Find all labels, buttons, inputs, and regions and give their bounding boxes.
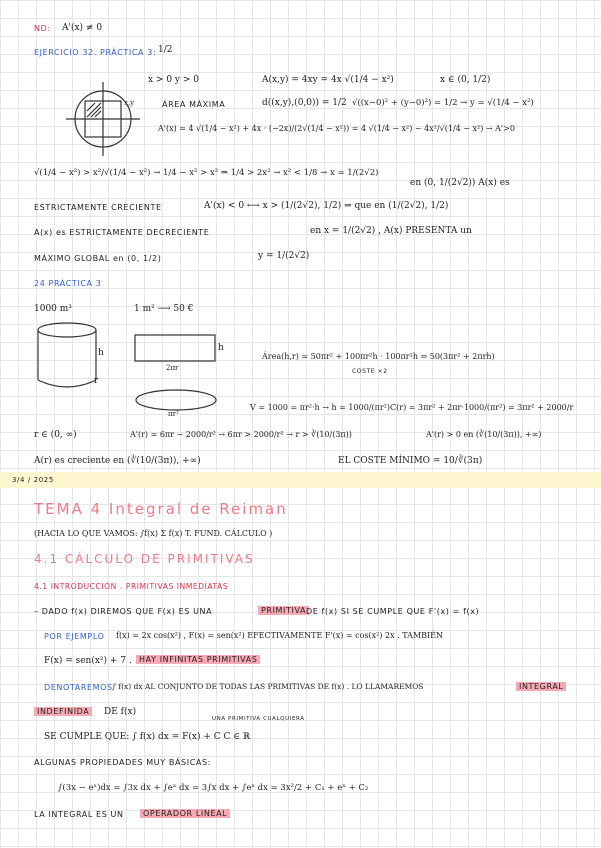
volume-value: 1000 m³	[34, 304, 72, 314]
example-text: f(x) = 2x cos(x²) , F(x) = sen(x²) EFECTIVAMENTE F'(x) = cos(x²) 2x . TAMBIÉN	[116, 631, 444, 640]
minimum-cost: EL COSTE MÍNIMO = 10/∛(3π)	[338, 456, 483, 466]
global-max: MÁXIMO GLOBAL en (0, 1/2)	[34, 254, 162, 263]
example-text-2: F(x) = sen(x²) + 7 .	[44, 656, 132, 666]
circumference-label: 2πr	[166, 364, 179, 372]
domain-x: x ∈ (0, 1/2)	[440, 75, 491, 85]
denote-label: DENOTAREMOS	[44, 683, 113, 692]
of-fx: DE f(x)	[104, 707, 137, 717]
exercise-24-title: 24 PRÁCTICA 3	[34, 279, 102, 288]
integral-property: SE CUMPLE QUE: ∫ f(x) dx = F(x) + C C ∈ ℝ	[44, 732, 251, 742]
volume-equation: V = 1000 = πr²·h → h = 1000/(πr²)	[250, 403, 391, 412]
area-function: A(x,y) = 4xy = 4x √(1/4 − x²)	[262, 75, 394, 85]
base-ellipse-figure	[134, 388, 218, 412]
linearity-example: ∫(3x − eˣ)dx = ∫3x dx + ∫eˣ dx = 3∫x dx + ∫eˣ dx = 3x²/2 + C₁ + eˣ + C₂	[58, 783, 369, 793]
surface-equation: Área(h,r) = 50πr² + 100πr²h · 100πr²h ⇒ 50(3πr² + 2πrh)	[262, 352, 495, 361]
cost-equation: C(r) = 3πr² + 2πr·1000/(πr²) = 3πr² + 2000/r	[390, 403, 574, 412]
strictly-decreasing: A(x) es ESTRICTAMENTE DECRECIENTE	[34, 228, 210, 237]
unrolled-rectangle-figure	[134, 334, 216, 362]
cost-rate: 1 m² ⟶ 50 €	[134, 304, 194, 314]
tema-title: TEMA 4 Integral de Reiman	[34, 500, 288, 518]
linear-statement: LA INTEGRAL ES UN	[34, 810, 124, 819]
strictly-increasing: ESTRICTAMENTE CRECIENTE	[34, 203, 162, 212]
cost-derivative: A'(r) = 6πr − 2000/r² → 6πr > 2000/r² → r > ∛(10/(3π))	[130, 430, 352, 439]
infinite-primitives-highlight: HAY INFINITAS PRIMITIVAS	[136, 655, 260, 664]
area-derivative: A'(x) = 4 √(1/4 − x²) + 4x · (−2x)/(2√(1/4 − x²)) = 4 √(1/4 − x²) − 4x²/√(1/4 − x²) → A'>0	[158, 124, 515, 133]
inequality-step: √(1/4 − x²) > x²/√(1/4 − x²) → 1/4 − x² > x² ⇒ 1/4 > 2x² → x² < 1/8 → x = 1/(2√2)	[34, 168, 379, 178]
indefinida-highlight: INDEFINIDA	[34, 707, 92, 716]
presents-statement: en x = 1/(2√2) , A(x) PRESENTA un	[310, 226, 472, 236]
cost-increasing: A(r) es creciente en (∛(10/(3π)), +∞)	[34, 456, 201, 466]
exercise-32-half: 1/2	[158, 45, 173, 55]
properties-label: ALGUNAS PROPIEDADES MUY BÁSICAS:	[34, 758, 211, 767]
cylinder-figure	[36, 322, 98, 388]
xy-point-label: x,y	[124, 99, 135, 107]
tema-intro: (HACIA LO QUE VAMOS: ∫f(x) Σ f(x) T. FUND. CÁLCULO )	[34, 529, 273, 538]
interval-statement: en (0, 1/(2√2)) A(x) es	[410, 178, 510, 188]
radius-domain: r ∈ (0, ∞)	[34, 430, 77, 440]
linear-operator-highlight: OPERADOR LINEAL	[140, 809, 230, 818]
negative-derivative: A'(x) < 0 ⟷ x > (1/(2√2), 1/2) ⇒ que en (1/(2√2), 1/2)	[204, 201, 449, 211]
cost-note: COSTE ×2	[352, 368, 388, 375]
circle-equation: √((x−0)² + (y−0)²) = 1/2 → y = √(1/4 − x²)	[352, 98, 534, 108]
cylinder-height-label: h	[98, 348, 104, 358]
denote-text: ∫ f(x) dx AL CONJUNTO DE TODAS LAS PRIMITIVAS DE f(x) . LO LLAMAREMOS	[112, 682, 424, 691]
distance-condition: d((x,y),(0,0)) = 1/2	[262, 98, 347, 108]
exercise-32-title: EJERCICIO 32. PRÁCTICA 3:	[34, 48, 157, 57]
date-band	[0, 472, 601, 488]
rectangle-height-label: h	[218, 343, 224, 353]
definition-end: DE f(x) SI SE CUMPLE QUE F'(x) = f(x)	[306, 607, 480, 616]
circle-rectangle-figure	[68, 84, 138, 154]
primitiva-highlight: PRIMITIVA	[258, 606, 309, 615]
base-area-label: πr²	[168, 410, 179, 418]
positivity-condition: x > 0 y > 0	[148, 75, 199, 85]
y-value: y = 1/(2√2)	[258, 251, 310, 261]
definition-start: – DADO f(x) DIREMOS QUE F(x) ES UNA	[34, 607, 213, 616]
integral-highlight: INTEGRAL	[516, 682, 566, 691]
nd-condition: A'(x) ≠ 0	[62, 23, 103, 33]
subsection-title: 4.1 INTRODUCCIÓN . PRIMITIVAS INMEDIATAS	[34, 582, 229, 591]
example-label: POR EJEMPLO	[44, 632, 105, 641]
any-primitive-note: UNA PRIMITIVA CUALQUIERA	[212, 716, 305, 722]
date-label: 3/4 / 2025	[12, 476, 54, 484]
section-title: 4.1 CÁLCULO DE PRIMITIVAS	[34, 552, 255, 566]
area-max-label: ÁREA MÁXIMA	[162, 100, 226, 109]
nd-label: ND:	[34, 24, 51, 33]
cylinder-radius-label: r	[94, 376, 99, 386]
cost-positive: A'(r) > 0 en (∛(10/(3π)), +∞)	[426, 430, 542, 439]
